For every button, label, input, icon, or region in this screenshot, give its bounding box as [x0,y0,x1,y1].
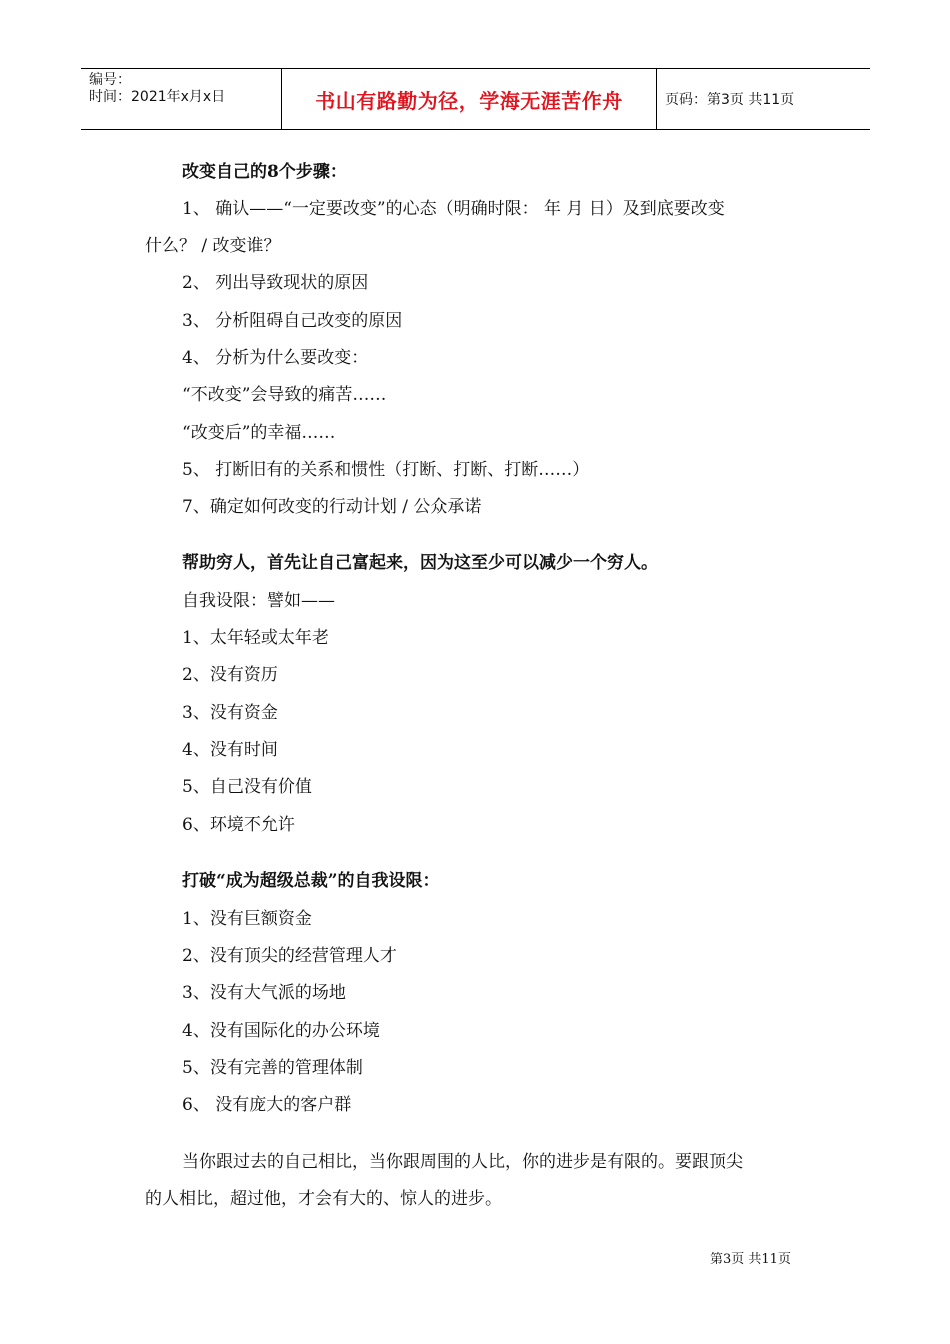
ceo-limit-item: 1、没有巨额资金 [182,909,312,929]
limit-item: 6、环境不允许 [182,815,295,835]
section3-title: 打破“成为超级总裁”的自我设限： [182,871,440,891]
section1-title: 改变自己的8个步骤： [182,162,347,182]
step-2: 2、 列出导致现状的原因 [182,273,369,293]
serial-number-label: 编号： [89,72,131,88]
header-meta [81,69,281,129]
step-3: 3、 分析阻碍自己改变的原因 [182,311,403,331]
limit-item: 1、太年轻或太年老 [182,628,329,648]
limit-item: 2、没有资历 [182,665,278,685]
step-4: 4、 分析为什么要改变： [182,348,369,368]
step-4-pain: “不改变”会导致的痛苦…… [182,385,387,405]
header-motto: 书山有路勤为径，学海无涯苦作舟 [281,69,657,129]
closing-line1: 当你跟过去的自己相比，当你跟周围的人比，你的进步是有限的。要跟顶尖 [182,1152,743,1172]
limit-item: 5、自己没有价值 [182,777,312,797]
closing-line2: 的人相比，超过他，才会有大的、惊人的进步。 [145,1189,502,1209]
step-5: 5、 打断旧有的关系和惯性（打断、打断、打断……） [182,460,590,480]
header-page-number: 页码：第3页 共11页 [665,92,795,108]
step-7: 7、确定如何改变的行动计划 / 公众承诺 [182,497,482,517]
section2-intro: 自我设限：譬如—— [182,591,335,611]
ceo-limit-item: 3、没有大气派的场地 [182,983,346,1003]
step-1-line2: 什么？ / 改变谁？ [145,236,281,256]
limit-item: 4、没有时间 [182,740,278,760]
ceo-limit-item: 6、 没有庞大的客户群 [182,1095,352,1115]
step-1-line1: 1、 确认——“一定要改变”的心态（明确时限： 年 月 日）及到底要改变 [182,199,725,219]
ceo-limit-item: 5、没有完善的管理体制 [182,1058,363,1078]
page-header [81,68,870,130]
step-4-happiness: “改变后”的幸福…… [182,423,336,443]
ceo-limit-item: 4、没有国际化的办公环境 [182,1021,380,1041]
ceo-limit-item: 2、没有顶尖的经营管理人才 [182,946,397,966]
section2-title: 帮助穷人，首先让自己富起来，因为这至少可以减少一个穷人。 [182,553,658,573]
date-label: 时间：2021年x月x日 [89,89,226,105]
limit-item: 3、没有资金 [182,703,278,723]
page-footer: 第3页 共11页 [710,1252,791,1267]
